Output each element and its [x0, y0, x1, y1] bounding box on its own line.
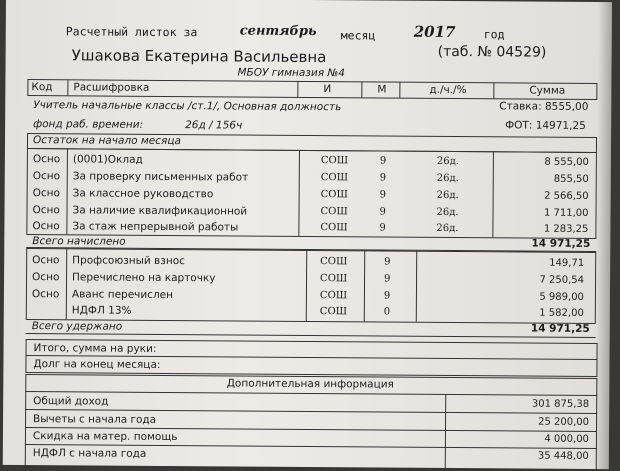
- accrual-amount: 1 283,25: [543, 223, 589, 235]
- accrual-days: 26д.: [436, 222, 459, 235]
- debt-label: Долг на конец месяца:: [33, 358, 161, 371]
- accrual-desc: За проверку письменных работ: [72, 170, 249, 184]
- total-accrued-label: Всего начислено: [32, 235, 126, 248]
- employee-name: Ушакова Екатерина Васильевна: [71, 46, 327, 67]
- fund-value: 26д / 156ч: [185, 119, 243, 132]
- accrual-desc: За классное руководство: [72, 187, 214, 201]
- total-accrued-value: 14 971,25: [531, 237, 591, 250]
- additional-label: Скидка на матер. помощь: [32, 430, 178, 444]
- additional-value: 4 000,00: [544, 433, 589, 445]
- total-withheld-label: Всего удержано: [31, 320, 123, 333]
- accrual-desc: За стаж непрерывной работы: [72, 220, 239, 234]
- payslip-month: сентябрь: [239, 23, 317, 40]
- accrual-m: 9: [379, 155, 387, 167]
- deduction-amount: 5 989,00: [539, 291, 584, 303]
- accrual-code: Осно: [32, 153, 61, 166]
- accrual-amount: 855,50: [553, 173, 589, 185]
- accrual-code: Осно: [32, 220, 60, 233]
- accrual-desc: (0001)Оклад: [72, 153, 143, 166]
- deduction-m: 0: [383, 306, 391, 318]
- column-m: М: [377, 83, 387, 96]
- deduction-i: СОШ: [320, 256, 348, 268]
- accrual-desc: За наличие квалификационной: [72, 204, 248, 218]
- column-i: И: [323, 83, 332, 96]
- deduction-amount: 1 582,00: [539, 307, 584, 319]
- accrual-days: 26д.: [436, 206, 459, 219]
- additional-label: Вычеты с начала года: [33, 413, 157, 426]
- additional-info-title: Дополнительная информация: [226, 377, 394, 391]
- deduction-desc: Аванс перечислен: [71, 288, 174, 302]
- tab-number: (таб. № 04529): [437, 43, 547, 61]
- additional-label: Общий доход: [33, 395, 109, 408]
- column-description: Расшифровка: [73, 81, 150, 94]
- balance-start-label: Остаток на начало месяца: [32, 134, 181, 148]
- deduction-desc: НДФЛ 13%: [71, 304, 132, 317]
- accrual-amount: 2 566,50: [544, 190, 589, 202]
- accrual-m: 9: [379, 206, 386, 218]
- accrual-days: 26д.: [436, 155, 459, 168]
- organization-name: МБОУ гимназия №4: [237, 66, 346, 80]
- year-label: год: [483, 27, 505, 42]
- fund-label: фонд раб. времени:: [33, 118, 144, 131]
- column-days-hours: д./ч./%: [429, 83, 467, 97]
- accrual-i: СОШ: [320, 172, 349, 184]
- payslip-title-prefix: Расчетный листок за: [65, 24, 198, 40]
- payslip-year: 2017: [413, 22, 456, 42]
- month-label: месяц: [340, 28, 376, 43]
- accrual-m: 9: [379, 172, 387, 184]
- deduction-m: 9: [384, 256, 391, 268]
- net-amount-label: Итого, сумма на руки:: [33, 342, 157, 355]
- additional-value: 301 875,38: [531, 398, 590, 410]
- deduction-i: СОШ: [319, 290, 348, 302]
- deduction-code: Осно: [32, 254, 60, 267]
- deduction-amount: 7 250,54: [539, 274, 585, 286]
- deduction-code: Осно: [31, 288, 60, 301]
- payslip-paper: [3, 0, 612, 469]
- additional-label: НДФЛ с начала года: [32, 447, 147, 460]
- deduction-m: 9: [384, 273, 391, 285]
- accrual-m: 9: [379, 222, 386, 234]
- accrual-code: Осно: [32, 187, 61, 200]
- deduction-amount: 149,71: [549, 257, 585, 269]
- accrual-i: СОШ: [320, 155, 349, 167]
- rate: Ставка: 8555,00: [499, 100, 589, 113]
- accrual-amount: 1 711,00: [543, 207, 589, 219]
- column-code: Код: [31, 81, 53, 94]
- deduction-desc: Профсоюзный взнос: [72, 254, 185, 268]
- additional-value: 35 448,00: [537, 450, 589, 462]
- deduction-m: 9: [383, 290, 391, 302]
- column-amount: Сумма: [529, 84, 566, 97]
- paper-shadow: [595, 2, 612, 469]
- deduction-desc: Перечислено на карточку: [72, 271, 216, 285]
- accrual-amount: 8 555,00: [544, 156, 589, 168]
- accrual-days: 26д.: [436, 172, 459, 185]
- accrual-code: Осно: [32, 170, 61, 183]
- position-text: Учитель начальные классы /ст.1/, Основная должность: [33, 99, 342, 114]
- deduction-i: СОШ: [320, 273, 348, 285]
- accrual-i: СОШ: [320, 189, 348, 201]
- deduction-i: СОШ: [319, 306, 348, 318]
- accrual-code: Осно: [32, 204, 60, 217]
- additional-value: 25 200,00: [538, 416, 590, 428]
- fot: ФОТ: 14971,25: [505, 119, 586, 132]
- accrual-days: 26д.: [436, 189, 459, 202]
- deduction-code: Осно: [32, 271, 60, 284]
- total-withheld-value: 14 971,25: [530, 322, 590, 335]
- accrual-i: СОШ: [320, 206, 348, 218]
- accrual-m: 9: [379, 189, 387, 201]
- accrual-i: СОШ: [320, 222, 348, 234]
